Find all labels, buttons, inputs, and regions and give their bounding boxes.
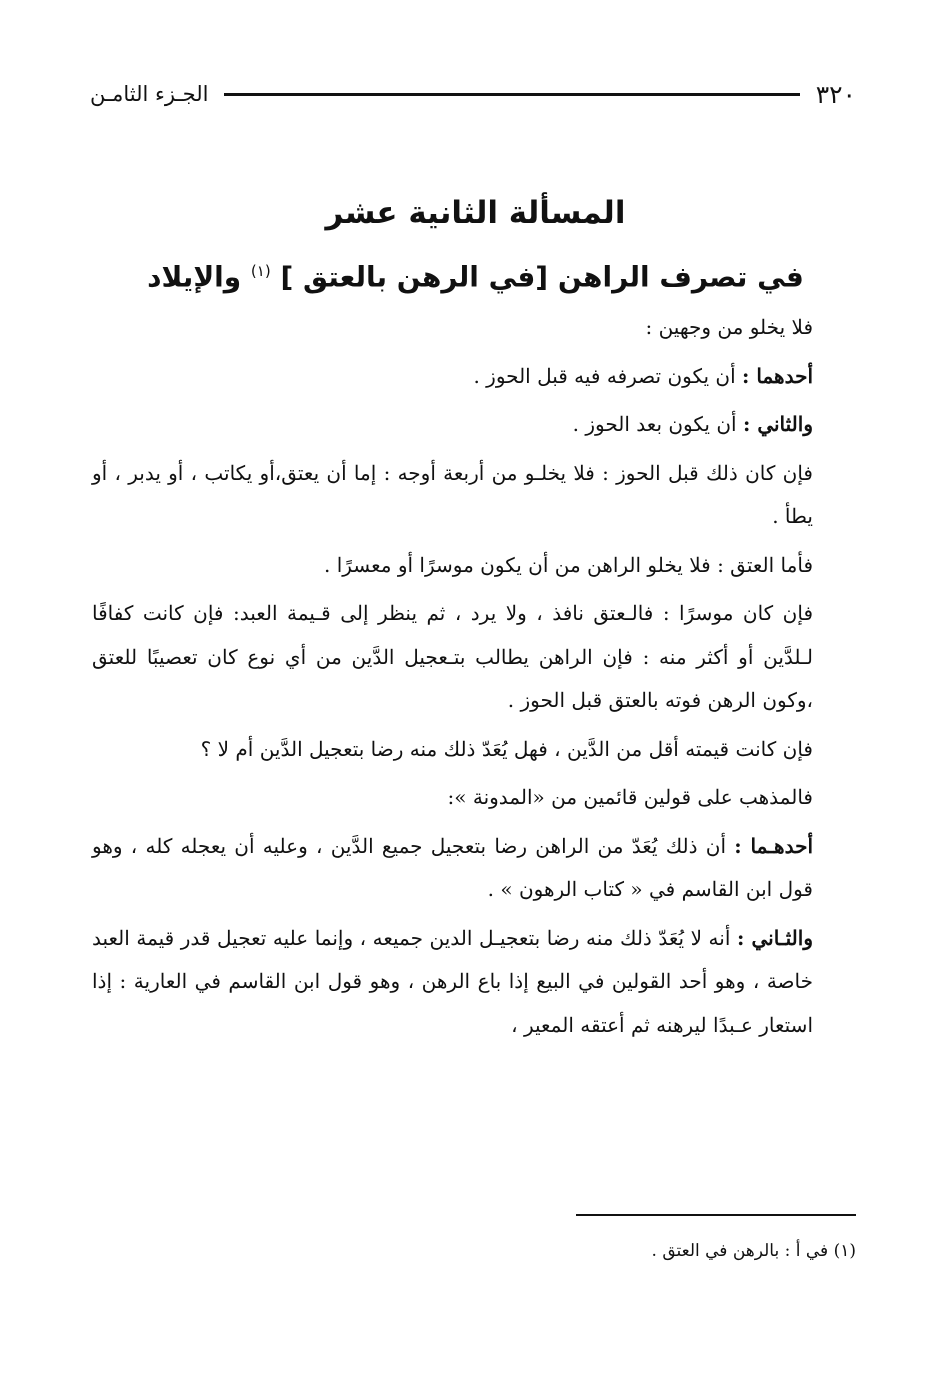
paragraph-lead: أحدهـما : xyxy=(734,833,814,858)
paragraph-text: أن ذلك يُعَدّ من الراهن رضا بتعجيل جميع الدَّين ، وعليه أن يعجله كله ، وهو قول ابن القاسم في « كتاب الرهون » . xyxy=(92,833,813,901)
paragraph xyxy=(92,403,813,447)
paragraph: فإن كانت قيمته أقل من الدَّين ، فهل يُعَدّ ذلك منه رضا بتعجيل الدَّين أم لا ؟ xyxy=(200,736,813,761)
running-header xyxy=(90,72,856,116)
paragraph: فأما العتق : فلا يخلو الراهن من أن يكون موسرًا أو معسرًا . xyxy=(323,552,813,577)
part-title: الجـزء الثامـن xyxy=(90,82,209,106)
paragraph xyxy=(92,917,813,1048)
paragraph: فإن كان ذلك قبل الحوز : فلا يخلـو من أربعة أوجه : إما أن يعتق،أو يكاتب ، أو يدبر ، أو يطأ . xyxy=(92,460,813,528)
body-text xyxy=(92,306,813,1052)
paragraph-lead: والثاني : xyxy=(742,412,813,436)
paragraph: فإن كان موسرًا : فالـعتق نافذ ، ولا يرد ، ثم ينظر إلى قـيمة العبد: فإن كانت كفافًا لـلدَّين أو أكثر منه : فإن الراهن يطالب بتـعجيل الدَّين من أي نوع كان تعصيبًا للعتق ،وكون الرهن فوته بالعتق قبل الحوز . xyxy=(92,601,813,712)
chapter-title: المسألة الثانية عشر xyxy=(325,195,626,231)
paragraph: فالمذهب على قولين قائمين من «المدونة »: xyxy=(447,785,813,809)
chapter-subtitle xyxy=(90,246,861,302)
paragraph-lead: أحدهما : xyxy=(742,363,813,388)
paragraph-text: أنه لا يُعَدّ ذلك منه رضا بتعجيـل الدين جميعه ، وإنما عليه تعجيل قدر قيمة العبد خاصة ، وهو أحد القولين في البيع إذا باع الرهن ، وهو قول ابن القاسم في العارية : إذا استعار عـبدًا ليرهنه ثم أعتقه المعير ، xyxy=(92,925,813,1037)
paragraph-text: أن يكون تصرفه فيه قبل الحوز . xyxy=(473,363,736,388)
subtitle-text-before: في تصرف الراهن [في الرهن بالعتق ] xyxy=(280,260,804,294)
header-rule xyxy=(224,93,799,96)
footnote-rule xyxy=(576,1214,856,1216)
paragraph xyxy=(92,355,813,399)
paragraph: فلا يخلو من وجهين : xyxy=(645,315,813,339)
paragraph-text: أن يكون بعد الحوز . xyxy=(572,412,737,436)
paragraph-lead: والثـاني : xyxy=(736,925,813,950)
paragraph xyxy=(92,825,813,912)
footnote: (١) في أ : بالرهن في العتق . xyxy=(651,1241,856,1261)
subtitle-text-after: والإيلاد xyxy=(147,260,242,294)
footnote-reference: (١) xyxy=(250,262,271,280)
page-number: ٣٢٠ xyxy=(815,79,856,109)
